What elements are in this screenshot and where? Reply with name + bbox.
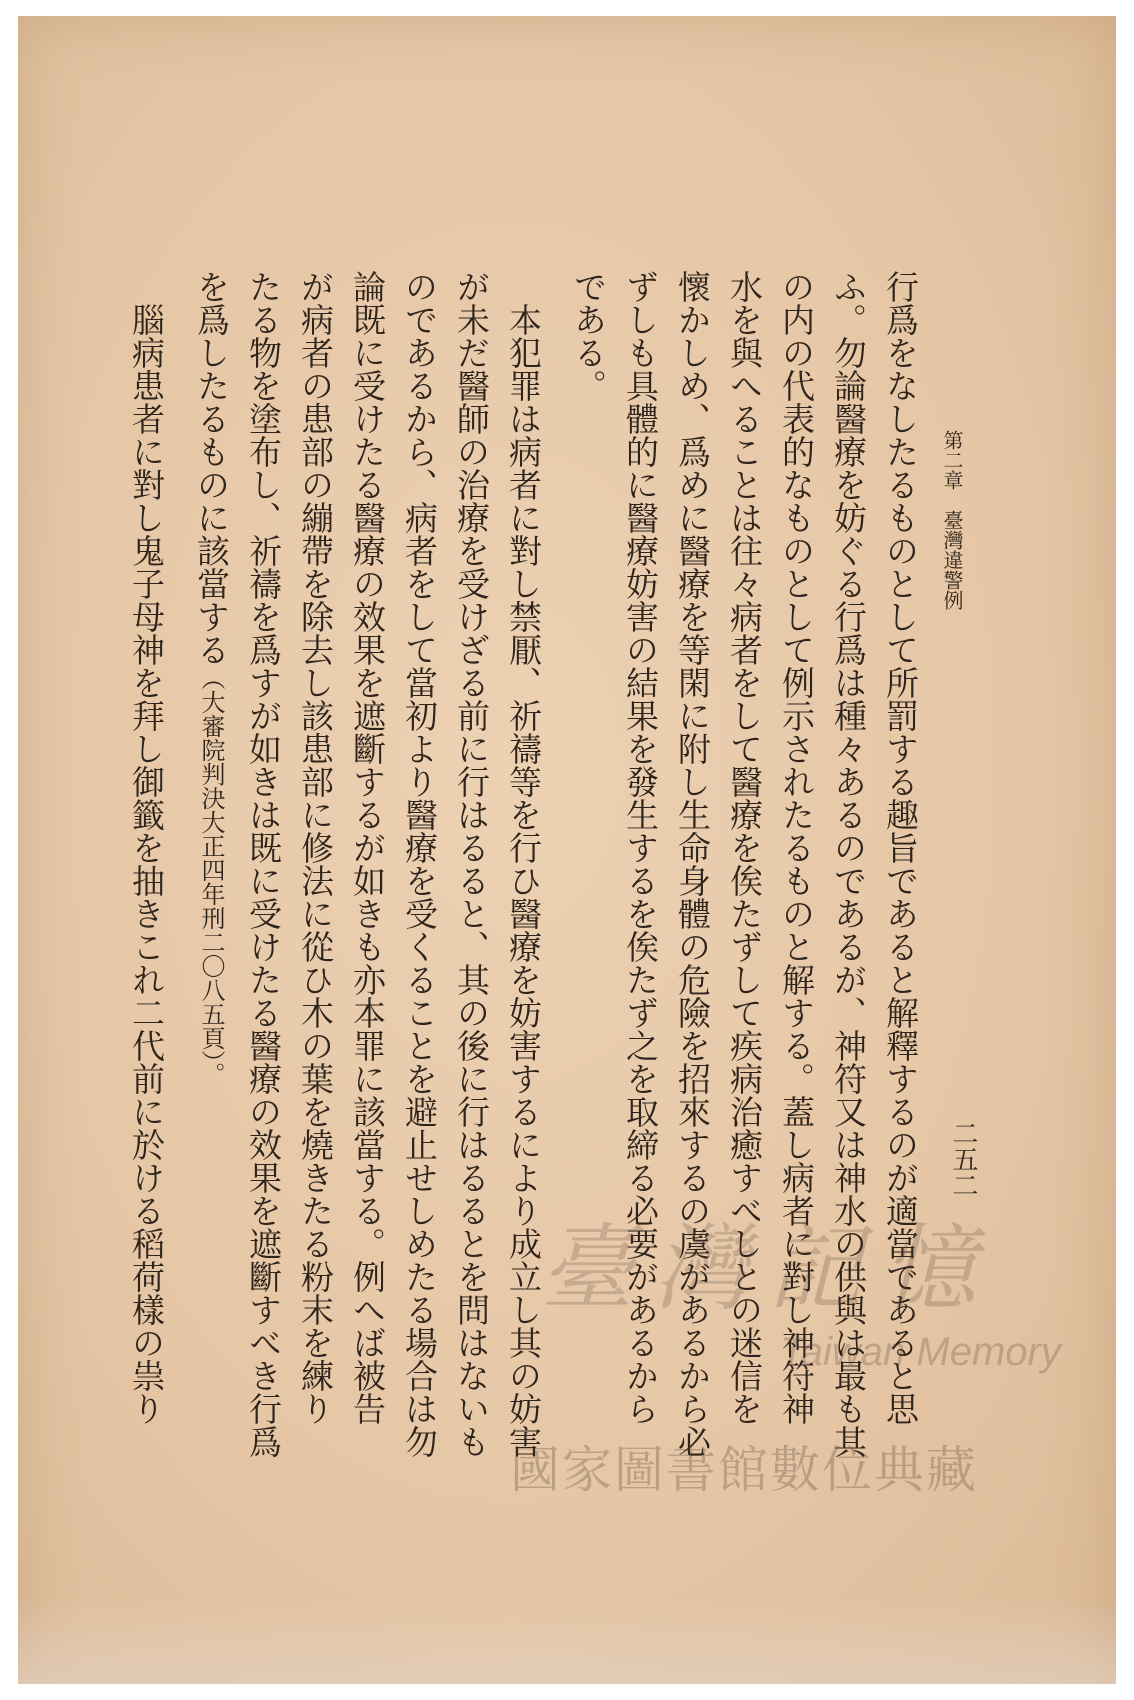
watermark-english: Taiwan Memory: [780, 1330, 1061, 1374]
page-number: 二五二: [948, 1120, 978, 1198]
text-column-14: [191, 270, 231, 1086]
text-column-13: たる物を塗布し、祈禱を爲すが如きは既に受けたる醫療の效果を遮斷すべき行爲: [244, 270, 283, 1458]
text-column-8: 本犯罪は病者に對し禁厭、祈禱等を行ひ醫療を妨害するにより成立し其の妨害: [504, 270, 543, 1458]
text-column-11: 論既に受けたる醫療の效果を遮斷するが如きも亦本罪に該當する。例へば被告: [348, 270, 387, 1425]
text-column-14-main: を爲したるものに該當する: [192, 270, 231, 666]
running-title: 第二章 臺灣違警例: [940, 430, 964, 610]
text-column-4: 水を與へることは往々病者をして醫療を俟たずして疾病治癒すべしとの迷信を: [725, 270, 764, 1425]
text-column-2: ふ。勿論醫療を妨ぐる行爲は種々あるのであるが、神符又は神水の供與は最も其: [829, 270, 868, 1458]
page-edge: [18, 1600, 1116, 1684]
text-column-9: が未だ醫師の治療を受けざる前に行はるると、其の後に行はるるとを問はないも: [452, 270, 491, 1458]
text-column-1: 行爲をなしたるものとして所罰する趣旨であると解釋するのが適當であると思: [881, 270, 920, 1425]
text-column-5: 懷かしめ、爲めに醫療を等閑に附し生命身體の危險を招來するの虞があるから必: [673, 270, 712, 1458]
text-column-7: である。: [569, 270, 608, 402]
text-column-12: が病者の患部の繃帶を除去し該患部に修法に從ひ木の葉を燒きたる粉末を練り: [296, 270, 335, 1425]
text-column-6: ずしも具體的に醫療妨害の結果を發生するを俟たず之を取締る必要があるから: [621, 270, 660, 1425]
text-column-3: の内の代表的なものとして例示されたるものと解する。蓋し病者に對し神符神: [777, 270, 816, 1425]
text-column-15: 腦病患者に對し鬼子母神を拜し御籤を抽きこれ二代前に於ける稻荷樣の祟り: [127, 270, 166, 1425]
text-column-10: のであるから、病者をして當初より醫療を受くることを避止せしめたる場合は勿: [400, 270, 439, 1458]
citation-note: （大審院判決大正四年刑二〇八五頁）。: [197, 666, 225, 1086]
watermark-logo-script: 臺灣記憶: [540, 1215, 997, 1324]
watermark-institution: 國家圖書館數位典藏: [510, 1441, 978, 1499]
